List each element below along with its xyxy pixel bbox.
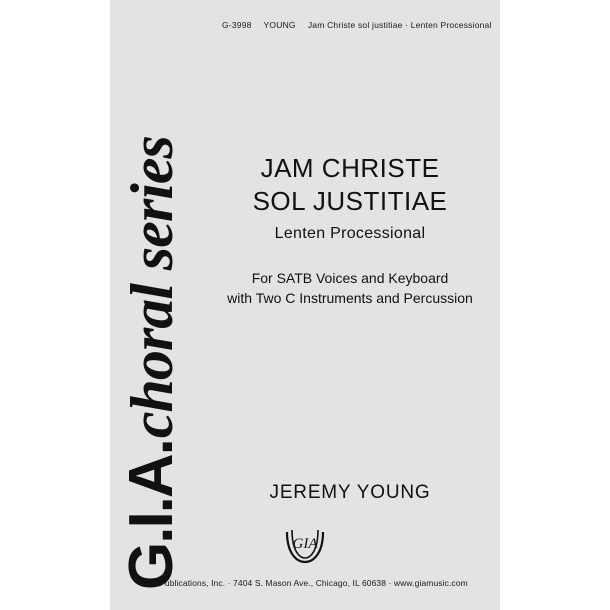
title-subtitle: Lenten Processional <box>274 224 426 242</box>
catalog-number: G-3998 <box>222 20 252 30</box>
title-line-1: JAM CHRISTE <box>260 153 440 183</box>
title-line-2: SOL JUSTITIAE <box>252 186 448 217</box>
catalog-header <box>222 20 492 30</box>
series-brand-label: G.I.A. <box>117 440 186 590</box>
series-band-text <box>112 0 190 590</box>
gia-logo-icon <box>281 528 329 564</box>
svg-text:GIA: GIA <box>292 536 318 552</box>
scoring-block <box>190 268 510 309</box>
title-block <box>200 152 500 243</box>
series-word-label: choral series <box>119 136 185 439</box>
scoring-line-1: For SATB Voices and Keyboard <box>251 270 449 286</box>
composer-name: JEREMY YOUNG <box>269 482 431 503</box>
catalog-composer: YOUNG <box>263 20 296 30</box>
series-band <box>112 0 190 610</box>
scoring-line-2: with Two C Instruments and Percussion <box>227 290 473 307</box>
publisher-footer: GIA Publications, Inc. · 7404 S. Mason Ave., Chicago, IL 60638 · www.giamusic.com <box>142 578 468 588</box>
catalog-work-title: Jam Christe sol justitiae · Lenten Processional <box>307 20 492 30</box>
